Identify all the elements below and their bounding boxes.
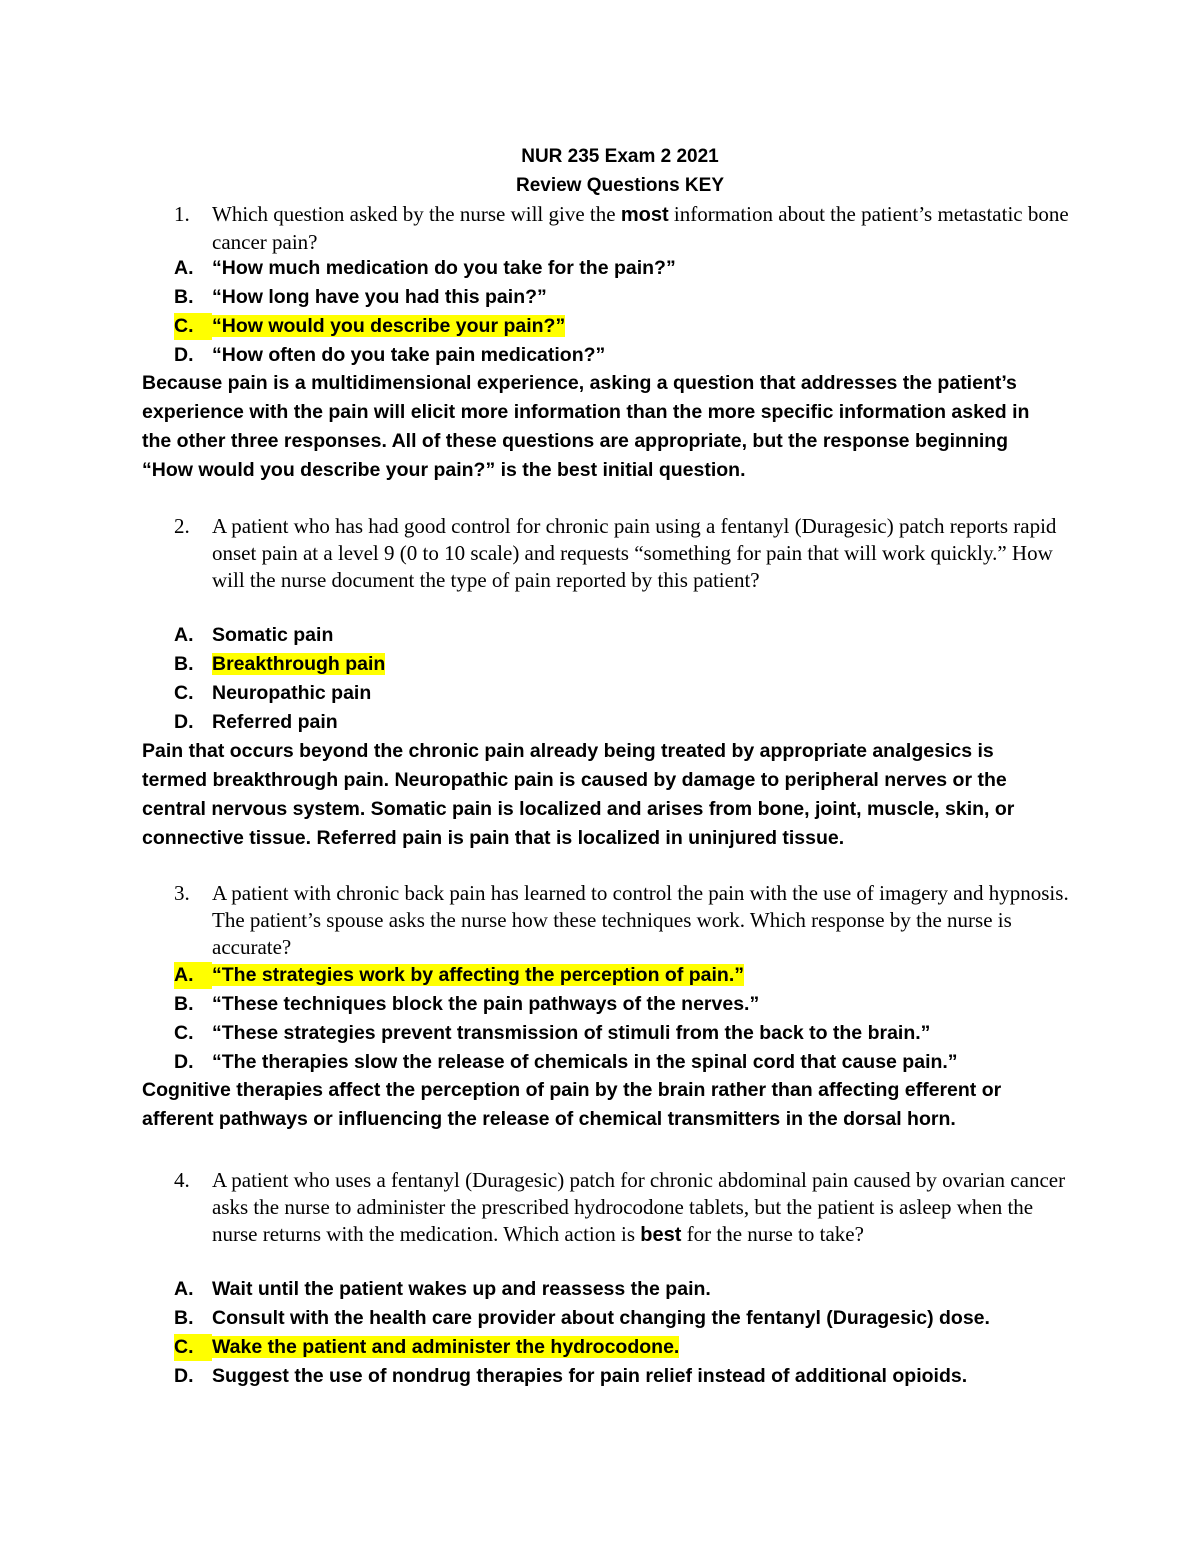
question-number: 2. <box>174 514 190 538</box>
option-a: A. Somatic pain <box>174 624 334 646</box>
option-c-correct: C. “How would you describe your pain?” <box>174 313 565 340</box>
option-d: D. “How often do you take pain medication?” <box>174 344 606 366</box>
option-a-correct: A. “The strategies work by affecting the perception of pain.” <box>174 962 744 989</box>
option-c: C. “These strategies prevent transmission of stimuli from the back to the brain.” <box>174 1022 931 1044</box>
option-b: B. “How long have you had this pain?” <box>174 286 547 308</box>
option-c: C. Neuropathic pain <box>174 682 372 704</box>
option-b: B. Consult with the health care provider about changing the fentanyl (Duragesic) dose. <box>174 1307 990 1329</box>
question-text: Which question asked by the nurse will give the most information about the patient’s metastatic bone cancer pain? <box>212 202 1069 254</box>
emphasis-word: most <box>620 204 669 226</box>
document-title: NUR 235 Exam 2 2021 <box>521 146 719 167</box>
option-b: B. “These techniques block the pain pathways of the nerves.” <box>174 993 760 1015</box>
emphasis-word: best <box>640 1224 682 1246</box>
rationale-2: Pain that occurs beyond the chronic pain already being treated by appropriate analgesics is termed breakthrough pain. Neuropathic pain is caused by damage to peripheral nerves or the central nervous system. Somatic pain is localized and arises from bone, joint, muscle, skin, or connective tissue. Referred pain is pain that is localized in uninjured tissue. <box>142 740 1015 849</box>
option-c-correct: C. Wake the patient and administer the hydrocodone. <box>174 1334 679 1361</box>
option-d: D. “The therapies slow the release of chemicals in the spinal cord that cause pain.” <box>174 1051 958 1073</box>
question-number: 3. <box>174 881 190 905</box>
question-text: A patient who has had good control for chronic pain using a fentanyl (Duragesic) patch reports rapid onset pain at a level 9 (0 to 10 scale) and requests “something for pain that will work quickly.” How will the nurse document the type of pain reported by this patient? <box>212 514 1057 592</box>
question-text: A patient with chronic back pain has learned to control the pain with the use of imagery and hypnosis. The patient’s spouse asks the nurse how these techniques work. Which response by the nurse is accurate? <box>212 881 1069 959</box>
option-a: A. “How much medication do you take for the pain?” <box>174 257 676 279</box>
option-b-correct: B. Breakthrough pain <box>174 653 386 675</box>
option-a: A. Wait until the patient wakes up and reassess the pain. <box>174 1278 711 1300</box>
document-subtitle: Review Questions KEY <box>515 175 724 196</box>
question-number: 4. <box>174 1168 190 1192</box>
question-number: 1. <box>174 202 190 226</box>
option-d: D. Suggest the use of nondrug therapies for pain relief instead of additional opioids. <box>174 1365 968 1387</box>
option-d: D. Referred pain <box>174 711 338 733</box>
rationale-1: Because pain is a multidimensional experience, asking a question that addresses the patient’s experience with the pain will elicit more information than the more specific information asked in the other three responses. All of these questions are appropriate, but the response beginning “How would you describe your pain?” is the best initial question. <box>142 372 1030 481</box>
rationale-3: Cognitive therapies affect the perception of pain by the brain rather than affecting efferent or afferent pathways or influencing the release of chemical transmitters in the dorsal horn. <box>142 1079 1002 1130</box>
question-text: A patient who uses a fentanyl (Duragesic) patch for chronic abdominal pain caused by ovarian cancer asks the nurse to administer the prescribed hydrocodone tablets, but the patient is asleep when the nurse returns with the medication. Which action is best for the nurse to take? <box>212 1168 1066 1246</box>
